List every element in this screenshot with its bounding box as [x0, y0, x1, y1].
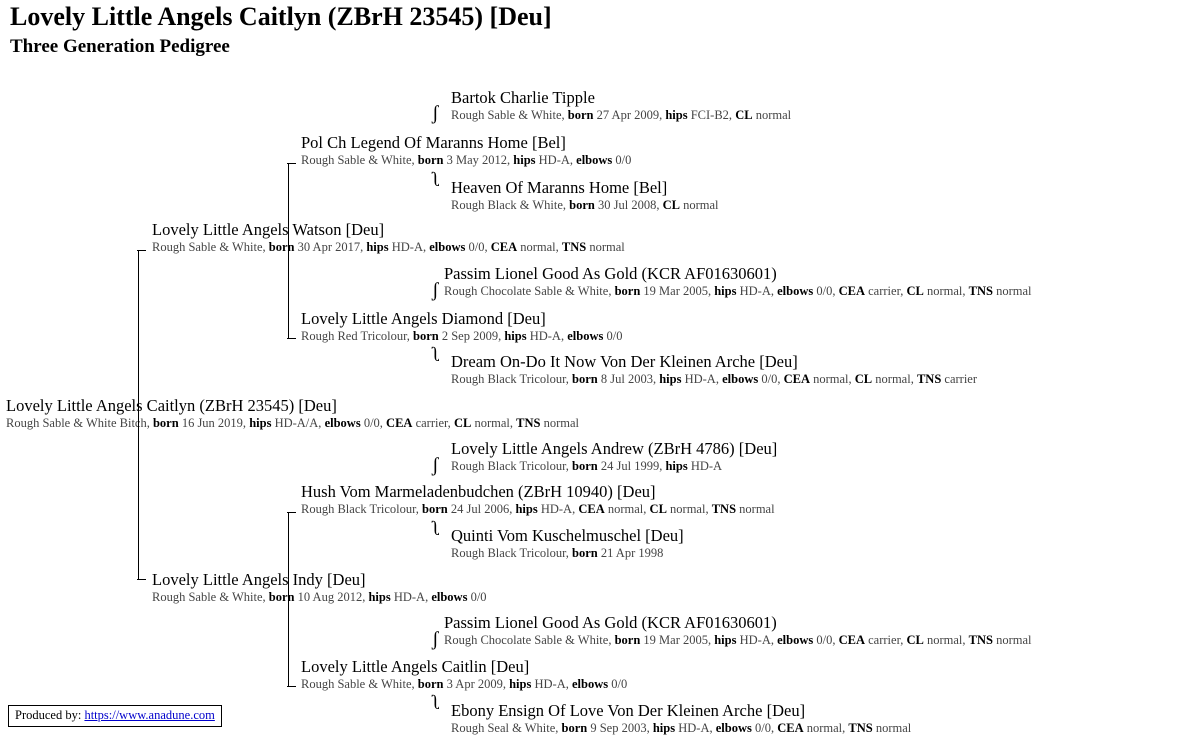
hook-icon: ʅ [432, 344, 441, 366]
connector-dam [288, 512, 298, 687]
pedigree-node-sire-sire-sire [451, 88, 791, 123]
dog-details: Rough Sable & White, born 27 Apr 2009, hips FCI-B2, CL normal [451, 108, 792, 122]
pedigree-node-dam-sire [301, 482, 775, 517]
dog-details: Rough Sable & White, born 3 Apr 2009, hips HD-A, elbows 0/0 [301, 677, 628, 691]
dog-name: Dream On-Do It Now Von Der Kleinen Arche [Deu] [451, 352, 798, 371]
dog-details: Rough Black & White, born 30 Jul 2008, CL normal [451, 198, 719, 212]
dog-details: Rough Sable & White, born 3 May 2012, hips HD-A, elbows 0/0 [301, 153, 632, 167]
dog-details: Rough Black Tricolour, born 8 Jul 2003, hips HD-A, elbows 0/0, CEA normal, CL normal, TNS carrier [451, 372, 978, 386]
dog-name: Quinti Vom Kuschelmuschel [Deu] [451, 526, 684, 545]
pedigree-node-sire-sire-dam [451, 178, 719, 213]
dog-name: Ebony Ensign Of Love Von Der Kleinen Arche [Deu] [451, 701, 806, 720]
dog-name: Pol Ch Legend Of Maranns Home [Bel] [301, 133, 566, 152]
pedigree-node-dam-dam [301, 657, 627, 692]
pedigree-node-sire-dam-sire [444, 264, 1032, 299]
dog-name: Hush Vom Marmeladenbudchen (ZBrH 10940) [Deu] [301, 482, 656, 501]
dog-name: Passim Lionel Good As Gold (KCR AF01630601) [444, 613, 777, 632]
dog-details: Rough Black Tricolour, born 24 Jul 1999, hips HD-A [451, 459, 723, 473]
page-title: Lovely Little Angels Caitlyn (ZBrH 23545) [Deu] [10, 2, 552, 31]
page-subtitle: Three Generation Pedigree [10, 36, 230, 57]
dog-details: Rough Sable & White, born 10 Aug 2012, hips HD-A, elbows 0/0 [152, 590, 487, 604]
dog-name: Lovely Little Angels Caitlin [Deu] [301, 657, 530, 676]
dog-name: Lovely Little Angels Indy [Deu] [152, 570, 366, 589]
pedigree-node-sire-dam [301, 309, 622, 344]
dog-name: Lovely Little Angels Andrew (ZBrH 4786) [Deu] [451, 439, 778, 458]
dog-details: Rough Red Tricolour, born 2 Sep 2009, hips HD-A, elbows 0/0 [301, 329, 623, 343]
dog-name: Lovely Little Angels Caitlyn (ZBrH 23545) [Deu] [6, 396, 337, 415]
pedigree-node-sire-sire [301, 133, 631, 168]
dog-details: Rough Chocolate Sable & White, born 19 Mar 2005, hips HD-A, elbows 0/0, CEA carrier, CL normal, TNS normal [444, 284, 1032, 298]
dog-details: Rough Sable & White, born 30 Apr 2017, hips HD-A, elbows 0/0, CEA normal, TNS normal [152, 240, 625, 254]
dog-details: Rough Seal & White, born 9 Sep 2003, hips HD-A, elbows 0/0, CEA normal, TNS normal [451, 721, 912, 735]
pedigree-node-subject [6, 396, 579, 431]
dog-name: Lovely Little Angels Diamond [Deu] [301, 309, 546, 328]
hook-icon: ʃ [432, 628, 439, 650]
hook-icon: ʃ [432, 102, 439, 124]
pedigree-node-sire-dam-dam [451, 352, 977, 387]
hook-icon: ʃ [432, 454, 439, 476]
dog-details: Rough Sable & White Bitch, born 16 Jun 2019, hips HD-A/A, elbows 0/0, CEA carrier, CL normal, TNS normal [6, 416, 579, 430]
dog-name: Bartok Charlie Tipple [451, 88, 595, 107]
hook-icon: ʅ [432, 518, 441, 540]
produced-by-box [8, 705, 222, 727]
anadune-link[interactable]: https://www.anadune.com [84, 708, 215, 722]
dog-details: Rough Black Tricolour, born 24 Jul 2006, hips HD-A, CEA normal, CL normal, TNS normal [301, 502, 775, 516]
dog-name: Lovely Little Angels Watson [Deu] [152, 220, 385, 239]
pedigree-node-sire [152, 220, 625, 255]
hook-icon: ʅ [432, 169, 441, 191]
pedigree-node-dam-dam-dam [451, 701, 911, 736]
pedigree-node-dam-sire-sire [451, 439, 777, 474]
connector-subject [138, 250, 148, 580]
dog-name: Passim Lionel Good As Gold (KCR AF01630601) [444, 264, 777, 283]
pedigree-node-dam-dam-sire [444, 613, 1032, 648]
hook-icon: ʃ [432, 279, 439, 301]
dog-details: Rough Chocolate Sable & White, born 19 Mar 2005, hips HD-A, elbows 0/0, CEA carrier, CL normal, TNS normal [444, 633, 1032, 647]
pedigree-node-dam [152, 570, 487, 605]
produced-by-label: Produced by: [15, 708, 82, 722]
dog-name: Heaven Of Maranns Home [Bel] [451, 178, 668, 197]
connector-sire [288, 163, 298, 339]
dog-details: Rough Black Tricolour, born 21 Apr 1998 [451, 546, 664, 560]
hook-icon: ʅ [432, 692, 441, 714]
pedigree-node-dam-sire-dam [451, 526, 684, 561]
